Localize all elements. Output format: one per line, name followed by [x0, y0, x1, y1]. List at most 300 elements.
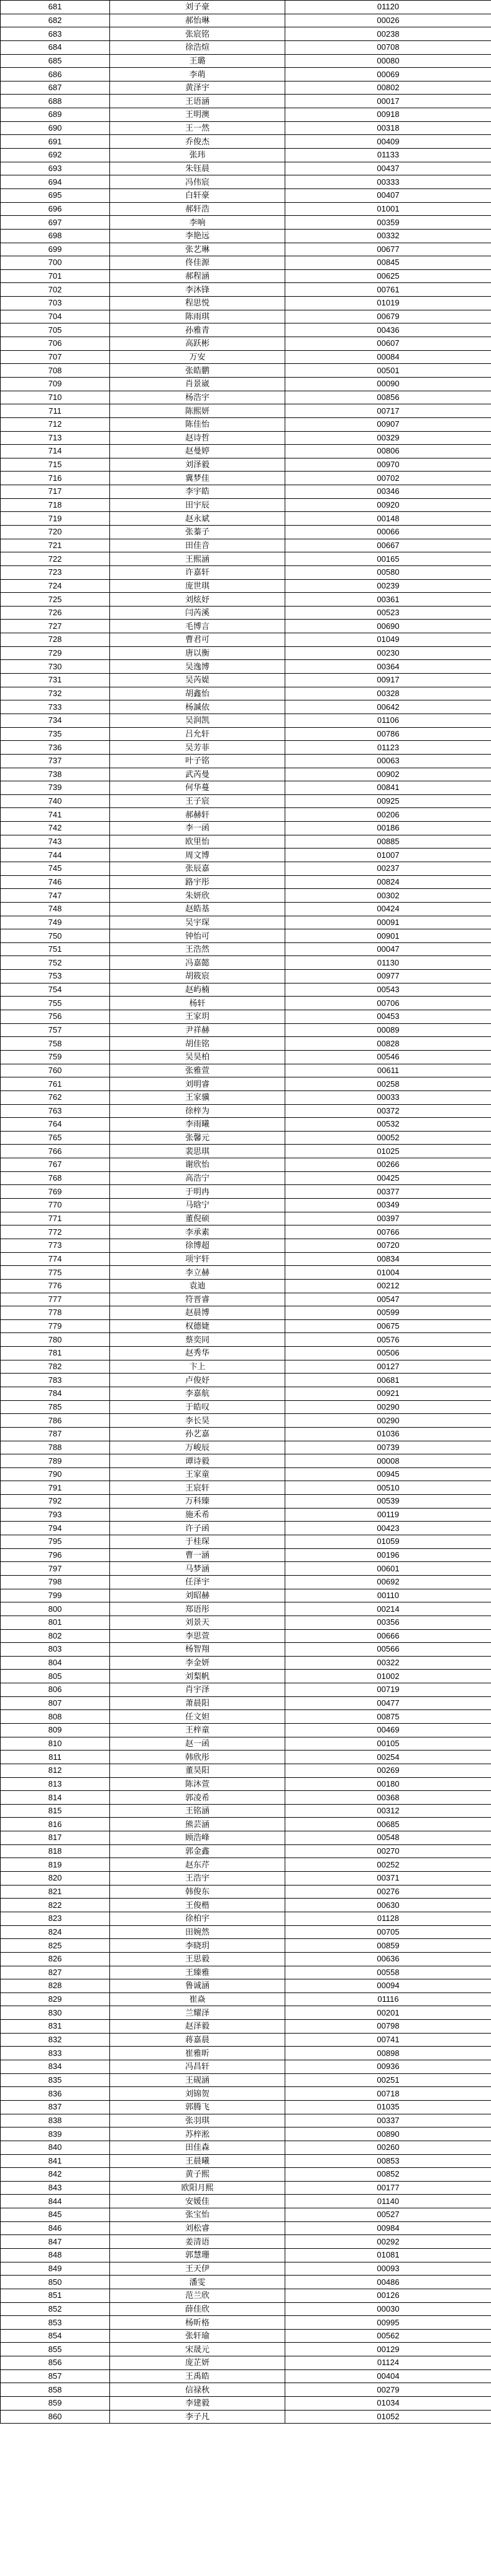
- name-cell[interactable]: 吴芳菲: [110, 741, 285, 755]
- name-cell[interactable]: 鲁诚涵: [110, 1979, 285, 1993]
- row-number-cell[interactable]: 841: [1, 2154, 110, 2168]
- row-number-cell[interactable]: 771: [1, 1212, 110, 1225]
- name-cell[interactable]: 赵诗哲: [110, 431, 285, 445]
- name-cell[interactable]: 庞世琪: [110, 579, 285, 593]
- name-cell[interactable]: 王铭涵: [110, 1804, 285, 1818]
- row-number-cell[interactable]: 809: [1, 1724, 110, 1737]
- id-code-cell[interactable]: 00543: [285, 983, 491, 997]
- id-code-cell[interactable]: 00196: [285, 1548, 491, 1562]
- row-number-cell[interactable]: 738: [1, 768, 110, 781]
- row-number-cell[interactable]: 839: [1, 2127, 110, 2141]
- row-number-cell[interactable]: 855: [1, 2343, 110, 2356]
- id-code-cell[interactable]: 00702: [285, 472, 491, 485]
- id-code-cell[interactable]: 00925: [285, 794, 491, 808]
- row-number-cell[interactable]: 733: [1, 700, 110, 714]
- row-number-cell[interactable]: 703: [1, 297, 110, 310]
- name-cell[interactable]: 符晋睿: [110, 1293, 285, 1306]
- row-number-cell[interactable]: 817: [1, 1831, 110, 1845]
- row-number-cell[interactable]: 844: [1, 2195, 110, 2208]
- row-number-cell[interactable]: 700: [1, 256, 110, 270]
- row-number-cell[interactable]: 768: [1, 1171, 110, 1185]
- id-code-cell[interactable]: 00907: [285, 417, 491, 431]
- name-cell[interactable]: 周文博: [110, 849, 285, 862]
- row-number-cell[interactable]: 718: [1, 498, 110, 512]
- name-cell[interactable]: 李一函: [110, 822, 285, 835]
- row-number-cell[interactable]: 753: [1, 970, 110, 983]
- name-cell[interactable]: 肖宇泽: [110, 1683, 285, 1697]
- id-code-cell[interactable]: 00008: [285, 1454, 491, 1468]
- id-code-cell[interactable]: 01035: [285, 2100, 491, 2114]
- name-cell[interactable]: 宋晟元: [110, 2343, 285, 2356]
- row-number-cell[interactable]: 769: [1, 1185, 110, 1199]
- name-cell[interactable]: 赵皓基: [110, 902, 285, 916]
- row-number-cell[interactable]: 750: [1, 929, 110, 943]
- row-number-cell[interactable]: 719: [1, 512, 110, 526]
- id-code-cell[interactable]: 00719: [285, 1683, 491, 1697]
- id-code-cell[interactable]: 00372: [285, 1104, 491, 1118]
- id-code-cell[interactable]: 00359: [285, 216, 491, 230]
- name-cell[interactable]: 蒋嘉晨: [110, 2033, 285, 2047]
- id-code-cell[interactable]: 00368: [285, 1791, 491, 1805]
- name-cell[interactable]: 张羽琪: [110, 2114, 285, 2127]
- id-code-cell[interactable]: 00089: [285, 1023, 491, 1037]
- name-cell[interactable]: 施禾希: [110, 1508, 285, 1522]
- row-number-cell[interactable]: 726: [1, 606, 110, 620]
- row-number-cell[interactable]: 840: [1, 2141, 110, 2154]
- id-code-cell[interactable]: 00902: [285, 768, 491, 781]
- name-cell[interactable]: 高浩宁: [110, 1171, 285, 1185]
- row-number-cell[interactable]: 825: [1, 1939, 110, 1953]
- id-code-cell[interactable]: 00741: [285, 2033, 491, 2047]
- row-number-cell[interactable]: 807: [1, 1696, 110, 1710]
- name-cell[interactable]: 卞上: [110, 1360, 285, 1374]
- row-number-cell[interactable]: 846: [1, 2221, 110, 2235]
- id-code-cell[interactable]: 00798: [285, 2020, 491, 2034]
- name-cell[interactable]: 李承素: [110, 1225, 285, 1239]
- id-code-cell[interactable]: 00127: [285, 1360, 491, 1374]
- row-number-cell[interactable]: 856: [1, 2356, 110, 2370]
- id-code-cell[interactable]: 00322: [285, 1656, 491, 1670]
- name-cell[interactable]: 安媛佳: [110, 2195, 285, 2208]
- id-code-cell[interactable]: 01130: [285, 956, 491, 970]
- id-code-cell[interactable]: 01120: [285, 1, 491, 14]
- name-cell[interactable]: 郭腾飞: [110, 2100, 285, 2114]
- name-cell[interactable]: 于皓叹: [110, 1400, 285, 1414]
- row-number-cell[interactable]: 701: [1, 269, 110, 283]
- row-number-cell[interactable]: 752: [1, 956, 110, 970]
- row-number-cell[interactable]: 748: [1, 902, 110, 916]
- name-cell[interactable]: 张馨元: [110, 1131, 285, 1145]
- row-number-cell[interactable]: 788: [1, 1441, 110, 1454]
- row-number-cell[interactable]: 779: [1, 1319, 110, 1333]
- id-code-cell[interactable]: 00739: [285, 1441, 491, 1454]
- name-cell[interactable]: 李晓玥: [110, 1939, 285, 1953]
- id-code-cell[interactable]: 00677: [285, 243, 491, 256]
- row-number-cell[interactable]: 773: [1, 1239, 110, 1252]
- row-number-cell[interactable]: 721: [1, 539, 110, 552]
- id-code-cell[interactable]: 00047: [285, 942, 491, 956]
- name-cell[interactable]: 项宇轩: [110, 1252, 285, 1266]
- row-number-cell[interactable]: 796: [1, 1548, 110, 1562]
- name-cell[interactable]: 权德婕: [110, 1319, 285, 1333]
- id-code-cell[interactable]: 00361: [285, 593, 491, 607]
- name-cell[interactable]: 路宇彤: [110, 875, 285, 889]
- name-cell[interactable]: 张轩瑜: [110, 2329, 285, 2343]
- name-cell[interactable]: 何华蔓: [110, 781, 285, 795]
- name-cell[interactable]: 谢欣怡: [110, 1158, 285, 1172]
- name-cell[interactable]: 肖景崴: [110, 377, 285, 391]
- id-code-cell[interactable]: 00279: [285, 2383, 491, 2397]
- row-number-cell[interactable]: 842: [1, 2168, 110, 2182]
- id-code-cell[interactable]: 00828: [285, 1037, 491, 1051]
- name-cell[interactable]: 张玮: [110, 149, 285, 162]
- row-number-cell[interactable]: 836: [1, 2087, 110, 2101]
- id-code-cell[interactable]: 00936: [285, 2060, 491, 2074]
- id-code-cell[interactable]: 00423: [285, 1522, 491, 1535]
- id-code-cell[interactable]: 00177: [285, 2181, 491, 2195]
- name-cell[interactable]: 王子宸: [110, 794, 285, 808]
- name-cell[interactable]: 李雨曦: [110, 1118, 285, 1132]
- row-number-cell[interactable]: 708: [1, 364, 110, 378]
- row-number-cell[interactable]: 814: [1, 1791, 110, 1805]
- name-cell[interactable]: 吴宇琛: [110, 916, 285, 929]
- id-code-cell[interactable]: 00425: [285, 1171, 491, 1185]
- name-cell[interactable]: 刘炫妤: [110, 593, 285, 607]
- row-number-cell[interactable]: 845: [1, 2208, 110, 2222]
- name-cell[interactable]: 陈佳怡: [110, 417, 285, 431]
- id-code-cell[interactable]: 00239: [285, 579, 491, 593]
- name-cell[interactable]: 刘明睿: [110, 1077, 285, 1091]
- row-number-cell[interactable]: 683: [1, 27, 110, 41]
- id-code-cell[interactable]: 00636: [285, 1952, 491, 1966]
- id-code-cell[interactable]: 00404: [285, 2369, 491, 2383]
- row-number-cell[interactable]: 712: [1, 417, 110, 431]
- name-cell[interactable]: 王家童: [110, 1467, 285, 1481]
- id-code-cell[interactable]: 00607: [285, 337, 491, 351]
- row-number-cell[interactable]: 696: [1, 202, 110, 216]
- name-cell[interactable]: 韩欣彤: [110, 1751, 285, 1764]
- name-cell[interactable]: 冯嘉懿: [110, 956, 285, 970]
- row-number-cell[interactable]: 774: [1, 1252, 110, 1266]
- id-code-cell[interactable]: 00918: [285, 108, 491, 122]
- id-code-cell[interactable]: 01004: [285, 1266, 491, 1280]
- name-cell[interactable]: 欧里怡: [110, 835, 285, 849]
- row-number-cell[interactable]: 784: [1, 1387, 110, 1400]
- id-code-cell[interactable]: 00090: [285, 377, 491, 391]
- row-number-cell[interactable]: 684: [1, 40, 110, 54]
- name-cell[interactable]: 杨昕格: [110, 2316, 285, 2330]
- row-number-cell[interactable]: 742: [1, 822, 110, 835]
- row-number-cell[interactable]: 786: [1, 1414, 110, 1428]
- id-code-cell[interactable]: 00690: [285, 620, 491, 633]
- row-number-cell[interactable]: 843: [1, 2181, 110, 2195]
- id-code-cell[interactable]: 00917: [285, 674, 491, 687]
- id-code-cell[interactable]: 00875: [285, 1710, 491, 1724]
- name-cell[interactable]: 李艳远: [110, 229, 285, 243]
- row-number-cell[interactable]: 692: [1, 149, 110, 162]
- id-code-cell[interactable]: 00276: [285, 1885, 491, 1899]
- id-code-cell[interactable]: 00094: [285, 1979, 491, 1993]
- row-number-cell[interactable]: 772: [1, 1225, 110, 1239]
- row-number-cell[interactable]: 850: [1, 2276, 110, 2289]
- name-cell[interactable]: 王梓童: [110, 1724, 285, 1737]
- name-cell[interactable]: 杨轩: [110, 997, 285, 1010]
- id-code-cell[interactable]: 00364: [285, 660, 491, 674]
- id-code-cell[interactable]: 00802: [285, 81, 491, 95]
- row-number-cell[interactable]: 782: [1, 1360, 110, 1374]
- row-number-cell[interactable]: 717: [1, 485, 110, 499]
- name-cell[interactable]: 任泽宇: [110, 1575, 285, 1589]
- row-number-cell[interactable]: 735: [1, 727, 110, 741]
- id-code-cell[interactable]: 00853: [285, 2154, 491, 2168]
- name-cell[interactable]: 胡佳铭: [110, 1037, 285, 1051]
- name-cell[interactable]: 崔焱: [110, 1992, 285, 2006]
- name-cell[interactable]: 袁迪: [110, 1279, 285, 1293]
- row-number-cell[interactable]: 776: [1, 1279, 110, 1293]
- row-number-cell[interactable]: 837: [1, 2100, 110, 2114]
- id-code-cell[interactable]: 01124: [285, 2356, 491, 2370]
- row-number-cell[interactable]: 682: [1, 14, 110, 27]
- name-cell[interactable]: 卢俊妤: [110, 1374, 285, 1387]
- name-cell[interactable]: 徐浩煊: [110, 40, 285, 54]
- name-cell[interactable]: 马梦涵: [110, 1562, 285, 1576]
- row-number-cell[interactable]: 853: [1, 2316, 110, 2330]
- id-code-cell[interactable]: 00201: [285, 2006, 491, 2020]
- name-cell[interactable]: 王璐: [110, 54, 285, 68]
- name-cell[interactable]: 崔雅昕: [110, 2047, 285, 2060]
- row-number-cell[interactable]: 848: [1, 2248, 110, 2262]
- row-number-cell[interactable]: 747: [1, 889, 110, 903]
- row-number-cell[interactable]: 686: [1, 68, 110, 81]
- id-code-cell[interactable]: 00093: [285, 2262, 491, 2276]
- name-cell[interactable]: 徐梓为: [110, 1104, 285, 1118]
- name-cell[interactable]: 陈雨琪: [110, 310, 285, 323]
- row-number-cell[interactable]: 787: [1, 1427, 110, 1441]
- row-number-cell[interactable]: 823: [1, 1912, 110, 1925]
- name-cell[interactable]: 胡鑫怡: [110, 687, 285, 700]
- id-code-cell[interactable]: 00761: [285, 283, 491, 297]
- name-cell[interactable]: 陈熙妍: [110, 404, 285, 418]
- name-cell[interactable]: 万峻辰: [110, 1441, 285, 1454]
- name-cell[interactable]: 董倪硕: [110, 1212, 285, 1225]
- name-cell[interactable]: 刘景天: [110, 1616, 285, 1629]
- id-code-cell[interactable]: 00424: [285, 902, 491, 916]
- row-number-cell[interactable]: 722: [1, 552, 110, 566]
- name-cell[interactable]: 郭慧珊: [110, 2248, 285, 2262]
- name-cell[interactable]: 王语涵: [110, 95, 285, 108]
- name-cell[interactable]: 黄泽宇: [110, 81, 285, 95]
- row-number-cell[interactable]: 824: [1, 1925, 110, 1939]
- id-code-cell[interactable]: 00328: [285, 687, 491, 700]
- row-number-cell[interactable]: 821: [1, 1885, 110, 1899]
- name-cell[interactable]: 李沐锋: [110, 283, 285, 297]
- row-number-cell[interactable]: 811: [1, 1751, 110, 1764]
- name-cell[interactable]: 郭凌希: [110, 1791, 285, 1805]
- name-cell[interactable]: 冯昌轩: [110, 2060, 285, 2074]
- row-number-cell[interactable]: 810: [1, 1737, 110, 1751]
- id-code-cell[interactable]: 00766: [285, 1225, 491, 1239]
- id-code-cell[interactable]: 00717: [285, 404, 491, 418]
- id-code-cell[interactable]: 00066: [285, 525, 491, 539]
- name-cell[interactable]: 张辰嘉: [110, 862, 285, 876]
- row-number-cell[interactable]: 851: [1, 2289, 110, 2302]
- name-cell[interactable]: 郝程涵: [110, 269, 285, 283]
- id-code-cell[interactable]: 00523: [285, 606, 491, 620]
- id-code-cell[interactable]: 01123: [285, 741, 491, 755]
- row-number-cell[interactable]: 694: [1, 175, 110, 189]
- row-number-cell[interactable]: 830: [1, 2006, 110, 2020]
- row-number-cell[interactable]: 741: [1, 808, 110, 822]
- id-code-cell[interactable]: 00546: [285, 1050, 491, 1064]
- id-code-cell[interactable]: 00558: [285, 1966, 491, 1979]
- row-number-cell[interactable]: 831: [1, 2020, 110, 2034]
- row-number-cell[interactable]: 720: [1, 525, 110, 539]
- name-cell[interactable]: 熊芸涵: [110, 1818, 285, 1831]
- name-cell[interactable]: 万科臻: [110, 1495, 285, 1509]
- name-cell[interactable]: 闫芮溪: [110, 606, 285, 620]
- name-cell[interactable]: 刘松睿: [110, 2221, 285, 2235]
- id-code-cell[interactable]: 00705: [285, 1925, 491, 1939]
- name-cell[interactable]: 武芮曼: [110, 768, 285, 781]
- name-cell[interactable]: 白轩豪: [110, 188, 285, 202]
- id-code-cell[interactable]: 00859: [285, 1939, 491, 1953]
- id-code-cell[interactable]: 00017: [285, 95, 491, 108]
- row-number-cell[interactable]: 702: [1, 283, 110, 297]
- name-cell[interactable]: 张艺琳: [110, 243, 285, 256]
- name-cell[interactable]: 欧阳月熙: [110, 2181, 285, 2195]
- id-code-cell[interactable]: 01133: [285, 149, 491, 162]
- id-code-cell[interactable]: 00506: [285, 1347, 491, 1360]
- name-cell[interactable]: 萧晨阳: [110, 1696, 285, 1710]
- name-cell[interactable]: 王家玥: [110, 1010, 285, 1024]
- name-cell[interactable]: 赵东芹: [110, 1858, 285, 1872]
- row-number-cell[interactable]: 770: [1, 1199, 110, 1212]
- id-code-cell[interactable]: 00080: [285, 54, 491, 68]
- row-number-cell[interactable]: 736: [1, 741, 110, 755]
- name-cell[interactable]: 程思悦: [110, 297, 285, 310]
- row-number-cell[interactable]: 758: [1, 1037, 110, 1051]
- row-number-cell[interactable]: 725: [1, 593, 110, 607]
- name-cell[interactable]: 唐以衡: [110, 646, 285, 660]
- id-code-cell[interactable]: 00539: [285, 1495, 491, 1509]
- row-number-cell[interactable]: 699: [1, 243, 110, 256]
- row-number-cell[interactable]: 723: [1, 565, 110, 579]
- id-code-cell[interactable]: 00212: [285, 1279, 491, 1293]
- name-cell[interactable]: 蔡奕同: [110, 1333, 285, 1347]
- id-code-cell[interactable]: 00580: [285, 565, 491, 579]
- name-cell[interactable]: 张宝怡: [110, 2208, 285, 2222]
- row-number-cell[interactable]: 858: [1, 2383, 110, 2397]
- id-code-cell[interactable]: 00436: [285, 323, 491, 337]
- name-cell[interactable]: 田宇辰: [110, 498, 285, 512]
- row-number-cell[interactable]: 704: [1, 310, 110, 323]
- id-code-cell[interactable]: 00318: [285, 121, 491, 135]
- id-code-cell[interactable]: 00681: [285, 1374, 491, 1387]
- id-code-cell[interactable]: 00214: [285, 1602, 491, 1616]
- id-code-cell[interactable]: 01036: [285, 1427, 491, 1441]
- name-cell[interactable]: 许嘉轩: [110, 565, 285, 579]
- row-number-cell[interactable]: 765: [1, 1131, 110, 1145]
- id-code-cell[interactable]: 00898: [285, 2047, 491, 2060]
- id-code-cell[interactable]: 00666: [285, 1629, 491, 1643]
- id-code-cell[interactable]: 00921: [285, 1387, 491, 1400]
- id-code-cell[interactable]: 00995: [285, 2316, 491, 2330]
- name-cell[interactable]: 曹一涵: [110, 1548, 285, 1562]
- id-code-cell[interactable]: 00841: [285, 781, 491, 795]
- name-cell[interactable]: 张蓁子: [110, 525, 285, 539]
- name-cell[interactable]: 张皓鹏: [110, 364, 285, 378]
- id-code-cell[interactable]: 00630: [285, 1899, 491, 1912]
- id-code-cell[interactable]: 00251: [285, 2073, 491, 2087]
- row-number-cell[interactable]: 715: [1, 458, 110, 472]
- name-cell[interactable]: 田佳音: [110, 539, 285, 552]
- row-number-cell[interactable]: 711: [1, 404, 110, 418]
- row-number-cell[interactable]: 819: [1, 1858, 110, 1872]
- row-number-cell[interactable]: 756: [1, 1010, 110, 1024]
- name-cell[interactable]: 徐柏宇: [110, 1912, 285, 1925]
- row-number-cell[interactable]: 854: [1, 2329, 110, 2343]
- id-code-cell[interactable]: 01052: [285, 2410, 491, 2424]
- id-code-cell[interactable]: 00238: [285, 27, 491, 41]
- row-number-cell[interactable]: 710: [1, 391, 110, 404]
- name-cell[interactable]: 刘昭赫: [110, 1589, 285, 1602]
- id-code-cell[interactable]: 00477: [285, 1696, 491, 1710]
- id-code-cell[interactable]: 00052: [285, 1131, 491, 1145]
- name-cell[interactable]: 李思萱: [110, 1629, 285, 1643]
- name-cell[interactable]: 王俊楷: [110, 1899, 285, 1912]
- id-code-cell[interactable]: 00708: [285, 40, 491, 54]
- id-code-cell[interactable]: 00180: [285, 1777, 491, 1791]
- id-code-cell[interactable]: 00290: [285, 1414, 491, 1428]
- row-number-cell[interactable]: 803: [1, 1643, 110, 1657]
- name-cell[interactable]: 韩俊东: [110, 1885, 285, 1899]
- id-code-cell[interactable]: 00920: [285, 498, 491, 512]
- row-number-cell[interactable]: 792: [1, 1495, 110, 1509]
- name-cell[interactable]: 朱钰晨: [110, 162, 285, 175]
- name-cell[interactable]: 王臻雅: [110, 1966, 285, 1979]
- name-cell[interactable]: 黄子熙: [110, 2168, 285, 2182]
- name-cell[interactable]: 冯伟宸: [110, 175, 285, 189]
- row-number-cell[interactable]: 781: [1, 1347, 110, 1360]
- id-code-cell[interactable]: 00252: [285, 1858, 491, 1872]
- name-cell[interactable]: 王禹皓: [110, 2369, 285, 2383]
- row-number-cell[interactable]: 799: [1, 1589, 110, 1602]
- row-number-cell[interactable]: 789: [1, 1454, 110, 1468]
- name-cell[interactable]: 于桂琛: [110, 1535, 285, 1549]
- row-number-cell[interactable]: 713: [1, 431, 110, 445]
- id-code-cell[interactable]: 00337: [285, 2114, 491, 2127]
- row-number-cell[interactable]: 797: [1, 1562, 110, 1576]
- id-code-cell[interactable]: 00486: [285, 2276, 491, 2289]
- row-number-cell[interactable]: 834: [1, 2060, 110, 2074]
- row-number-cell[interactable]: 835: [1, 2073, 110, 2087]
- id-code-cell[interactable]: 00119: [285, 1508, 491, 1522]
- name-cell[interactable]: 刘泽毅: [110, 458, 285, 472]
- name-cell[interactable]: 田婉然: [110, 1925, 285, 1939]
- row-number-cell[interactable]: 693: [1, 162, 110, 175]
- id-code-cell[interactable]: 01081: [285, 2248, 491, 2262]
- id-code-cell[interactable]: 00269: [285, 1764, 491, 1777]
- name-cell[interactable]: 孙雅青: [110, 323, 285, 337]
- row-number-cell[interactable]: 804: [1, 1656, 110, 1670]
- id-code-cell[interactable]: 00685: [285, 1818, 491, 1831]
- name-cell[interactable]: 王一然: [110, 121, 285, 135]
- id-code-cell[interactable]: 00063: [285, 754, 491, 768]
- name-cell[interactable]: 赵一函: [110, 1737, 285, 1751]
- id-code-cell[interactable]: 00290: [285, 1400, 491, 1414]
- name-cell[interactable]: 李嘉航: [110, 1387, 285, 1400]
- row-number-cell[interactable]: 852: [1, 2302, 110, 2316]
